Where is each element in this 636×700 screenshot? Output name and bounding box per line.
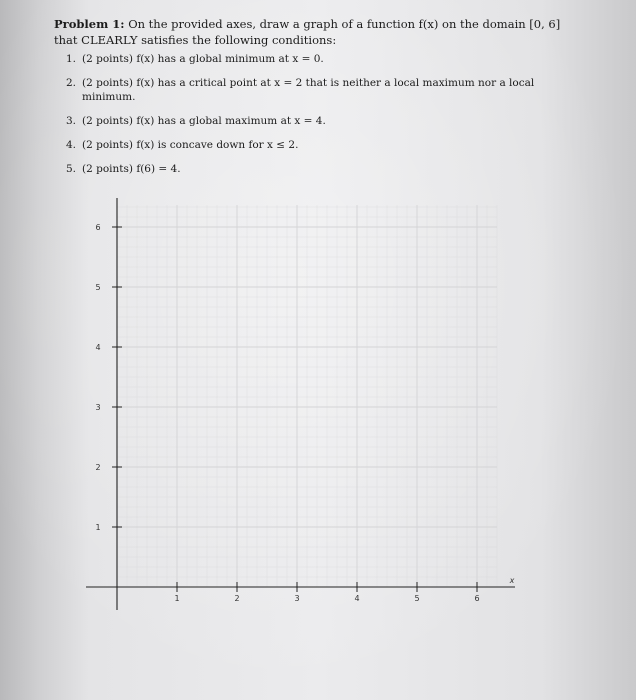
condition-number: 5.	[66, 163, 77, 175]
x-axis-label: x	[509, 576, 515, 585]
x-tick-label: 5	[414, 594, 420, 603]
problem-label: Problem 1:	[54, 17, 125, 31]
condition-text: (2 points) f(x) is concave down for x ≤ 2.	[82, 139, 299, 151]
condition-number: 3.	[66, 115, 77, 127]
x-tick-label: 6	[474, 594, 480, 603]
condition-text: (2 points) f(6) = 4.	[82, 163, 181, 175]
condition-text: (2 points) f(x) has a critical point at x = 2 that is neither a local maximum nor a local minimum.	[82, 77, 535, 103]
y-tick-label: 3	[95, 403, 101, 412]
condition-number: 1.	[66, 53, 77, 65]
y-tick-label: 2	[95, 463, 101, 472]
x-tick-label: 3	[294, 594, 300, 603]
condition-text: (2 points) f(x) has a global minimum at x = 0.	[82, 53, 324, 65]
x-tick-label: 4	[354, 594, 360, 603]
x-tick-label: 1	[174, 594, 180, 603]
y-tick-label: 5	[95, 283, 101, 292]
y-tick-label: 4	[95, 343, 101, 352]
y-tick-label: 1	[95, 523, 101, 532]
condition-text: (2 points) f(x) has a global maximum at x = 4.	[82, 115, 326, 127]
problem-text: On the provided axes, draw a graph of a function f(x) on the domain [0, 6] that CLEARLY satisfies the following conditions:	[54, 17, 561, 47]
condition-number: 2.	[66, 77, 77, 89]
y-tick-label: 6	[95, 223, 101, 232]
condition-number: 4.	[66, 139, 77, 151]
x-tick-label: 2	[234, 594, 240, 603]
